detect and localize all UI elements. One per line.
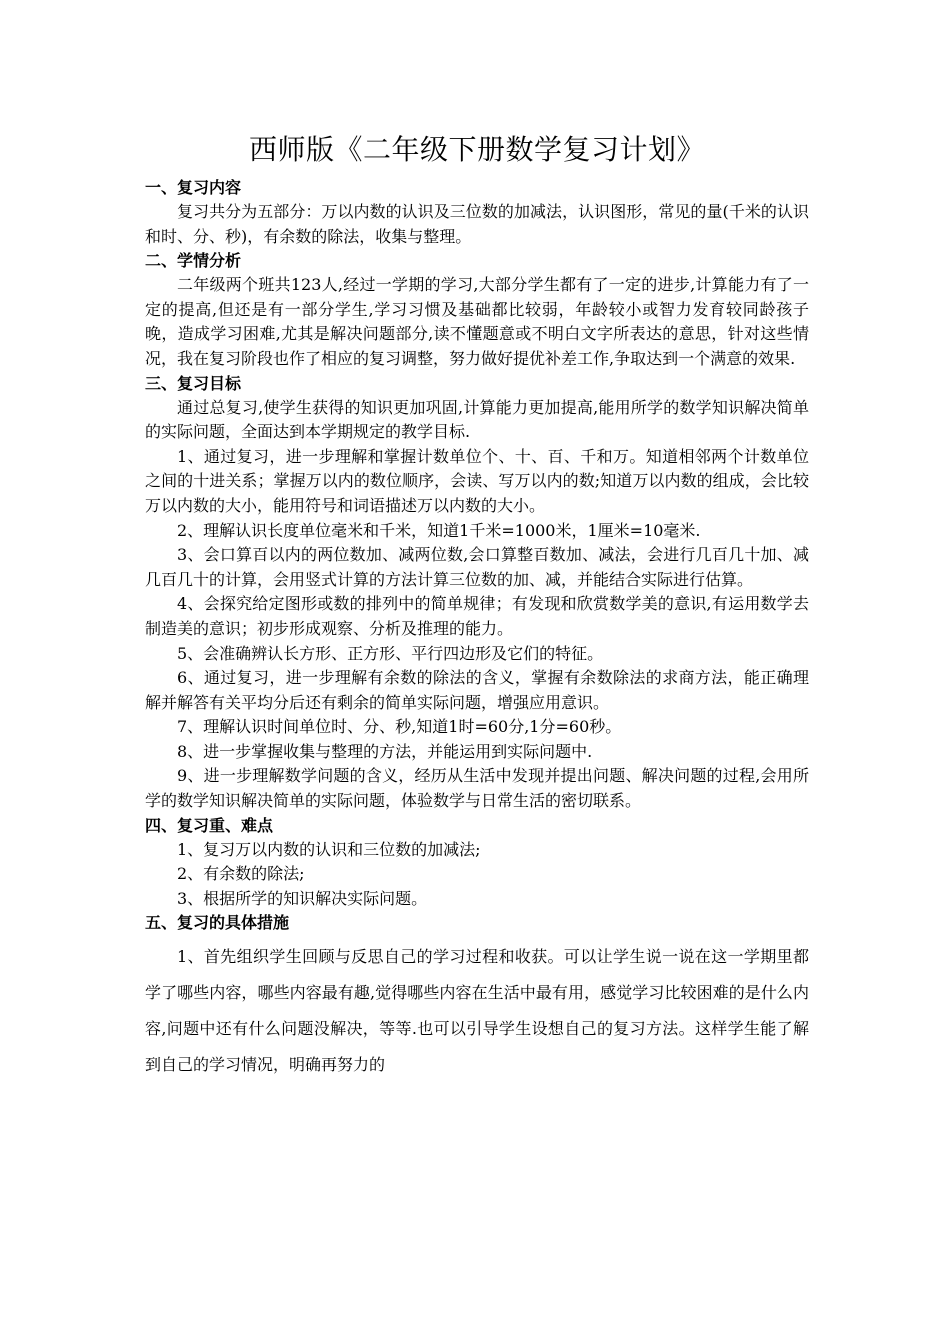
goal-item: 2、理解认识长度单位毫米和千米，知道1千米=1000米，1厘米=10毫米. — [177, 520, 701, 540]
section-review-content — [145, 176, 809, 249]
section-heading: 一、复习内容 — [145, 178, 242, 197]
section-heading: 三、复习目标 — [145, 373, 242, 393]
document-title: 西师版《二年级下册数学复习计划》 — [248, 133, 705, 166]
section-key-points — [145, 814, 809, 912]
section-heading: 二、学情分析 — [145, 251, 242, 271]
paragraph: 复习共分为五部分：万以内数的认识及三位数的加减法，认识图形，常见的量(千米的认识和时、分、秒)，有余数的除法，收集与整理。 — [145, 202, 809, 246]
section-student-analysis — [145, 249, 809, 371]
section-heading: 四、复习重、难点 — [145, 815, 274, 835]
goal-item: 5、会准确辨认长方形、正方形、平行四边形及它们的特征。 — [177, 643, 604, 663]
goal-item: 4、会探究给定图形或数的排列中的简单规律；有发现和欣赏数学美的意识,有运用数学去制造美的意识；初步形成观察、分析及推理的能力。 — [145, 594, 809, 638]
key-point-item: 1、复习万以内数的认识和三位数的加减法; — [177, 839, 481, 859]
goal-item: 8、进一步掌握收集与整理的方法，并能运用到实际问题中. — [177, 741, 593, 761]
goal-item: 6、通过复习，进一步理解有余数的除法的含义，掌握有余数除法的求商方法，能正确理解并解答有关平均分后还有剩余的简单实际问题，增强应用意识。 — [145, 668, 809, 712]
goal-item: 7、理解认识时间单位时、分、秒,知道1时=60分,1分=60秒。 — [177, 717, 622, 737]
paragraph: 1、首先组织学生回顾与反思自己的学习过程和收获。可以让学生说一说在这一学期里都学了哪些内容，哪些内容最有趣,觉得哪些内容在生活中最有用，感觉学习比较困难的是什么内容,问题中还有什么问题没解决，等等.也可以引导学生设想自己的复习方法。这样学生能了解到自己的学习情况，明确再努力的 — [145, 947, 809, 1075]
goal-item: 1、通过复习，进一步理解和掌握计数单位个、十、百、千和万。知道相邻两个计数单位之间的十进关系；掌握万以内的数位顺序，会读、写万以内的数;知道万以内数的组成，会比较万以内数的大小，能用符号和词语描述万以内数的大小。 — [145, 446, 809, 515]
goal-item: 9、进一步理解数学问题的含义，经历从生活中发现并提出问题、解决问题的过程,会用所学的数学知识解决简单的实际问题，体验数学与日常生活的密切联系。 — [145, 766, 809, 811]
key-point-item: 2、有余数的除法; — [177, 864, 305, 884]
paragraph: 二年级两个班共123人,经过一学期的学习,大部分学生都有了一定的进步,计算能力有了一定的提高,但还是有一部分学生,学习习惯及基础都比较弱，年龄较小或智力发育较同龄孩子晚，造成学习困难,尤其是解决问题部分,读不懂题意或不明白文字所表达的意思，针对这些情况，我在复习阶段也作了相应的复习调整，努力做好提优补差工作,争取达到一个满意的效果. — [145, 275, 809, 368]
section-specific-measures — [145, 911, 809, 1083]
section-review-goals — [145, 372, 809, 814]
document-page — [145, 128, 809, 1083]
key-point-item: 3、根据所学的知识解决实际问题。 — [177, 888, 428, 908]
section-heading: 五、复习的具体措施 — [145, 913, 290, 933]
paragraph: 通过总复习,使学生获得的知识更加巩固,计算能力更加提高,能用所学的数学知识解决简单的实际问题，全面达到本学期规定的教学目标. — [145, 397, 809, 442]
goal-item: 3、会口算百以内的两位数加、减两位数,会口算整百数加、减法，会进行几百几十加、减几百几十的计算，会用竖式计算的方法计算三位数的加、减，并能结合实际进行估算。 — [145, 545, 809, 589]
